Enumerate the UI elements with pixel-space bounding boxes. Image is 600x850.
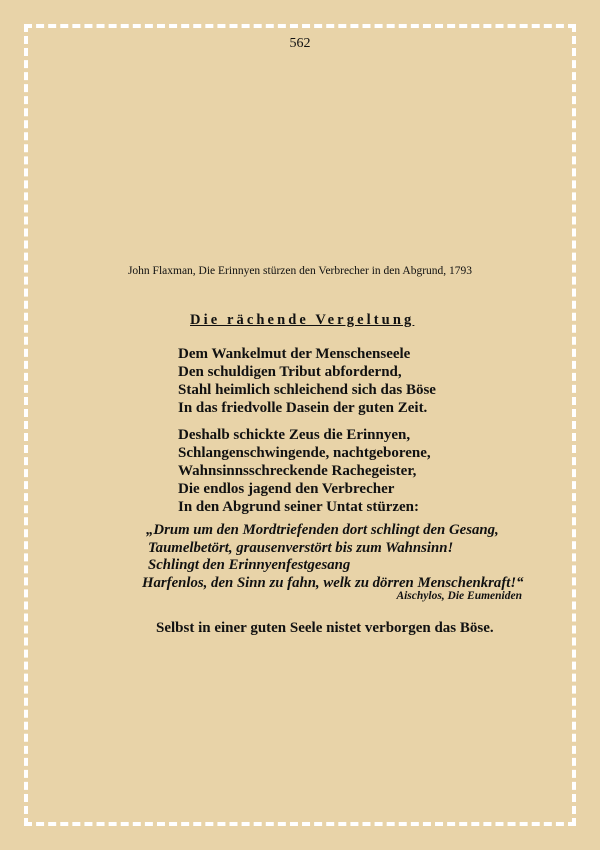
verse-line: In den Abgrund seiner Untat stürzen: (178, 499, 420, 515)
poem-title: Die rächende Vergeltung (190, 312, 415, 328)
verse-line: Schlangenschwingende, nachtgeborene, (178, 445, 431, 461)
verse-line: Den schuldigen Tribut abfordernd, (178, 364, 402, 380)
closing-line: Selbst in einer guten Seele nistet verborgen das Böse. (156, 620, 494, 636)
verse-line: Die endlos jagend den Verbrecher (178, 481, 395, 497)
stanza-1 (178, 345, 436, 417)
page-border (24, 24, 576, 826)
quote-line: Taumelbetört, grausenverstört bis zum Wahnsinn! (148, 539, 454, 556)
verse-line: In das friedvolle Dasein der guten Zeit. (178, 400, 428, 416)
stanza-2 (178, 426, 431, 516)
aeschylus-quote (142, 522, 524, 592)
quote-line: „Drum um den Mordtriefenden dort schlingt den Gesang, (146, 522, 499, 538)
verse-line: Stahl heimlich schleichend sich das Böse (178, 382, 436, 398)
verse-line: Dem Wankelmut der Menschenseele (178, 346, 411, 362)
image-caption: John Flaxman, Die Erinnyen stürzen den Verbrecher in den Abgrund, 1793 (127, 265, 473, 277)
verse-line: Wahnsinnsschreckende Rachegeister, (178, 463, 417, 479)
quote-source: Aischylos, Die Eumeniden (396, 590, 522, 602)
verse-line: Deshalb schickte Zeus die Erinnyen, (178, 427, 411, 443)
page-number: 562 (289, 36, 311, 51)
quote-line: Schlingt den Erinnyenfestgesang (148, 557, 351, 574)
quote-line: Harfenlos, den Sinn zu fahn, welk zu dörren Menschenkraft!“ (142, 574, 524, 591)
